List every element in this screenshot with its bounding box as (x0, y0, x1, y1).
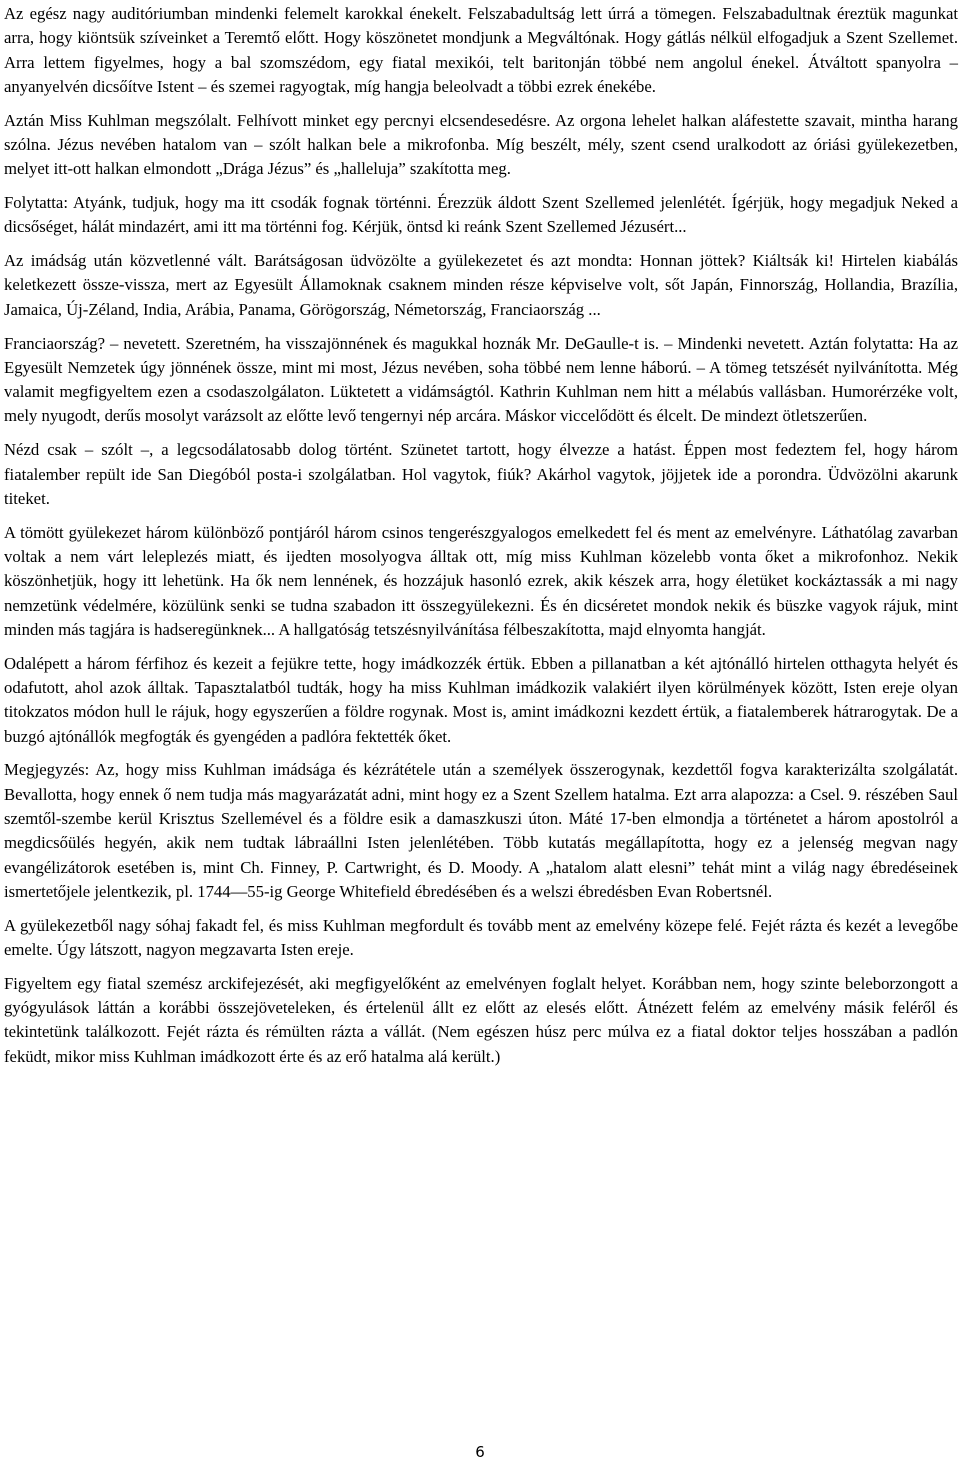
paragraph-3: Folytatta: Atyánk, tudjuk, hogy ma itt csodák fognak történni. Érezzük áldott Szent Szellemed jelenlétét. Ígérjük, hogy megadjuk Neked a dicsőséget, hálát mindazért, ami itt ma történni fog. Kérjük, öntsd ki reánk Szent Szellemed Jézusért... (4, 193, 958, 237)
paragraph-2: Aztán Miss Kuhlman megszólalt. Felhívott minket egy percnyi elcsendesedésre. Az orgona lehelet halkan aláfestette szavait, mintha harang szólna. Jézus nevében hatalom van – szólt halkan bele a mikrofonba. Míg beszélt, mély, szent csend uralkodott az óriási gyülekezetben, melyet itt-ott halkan elmondott „Drága Jézus” és „halleluja” szakította meg. (4, 110, 958, 179)
paragraph-10: A gyülekezetből nagy sóhaj fakadt fel, és miss Kuhlman megfordult és tovább ment az emelvény közepe felé. Fejét rázta és kezét a levegőbe emelte. Úgy látszott, nagyon megzavarta Isten ereje. (4, 915, 958, 959)
paragraph-4: Az imádság után közvetlenné vált. Barátságosan üdvözölte a gyülekezetet és azt mondta: Honnan jöttek? Kiáltsák ki! Hirtelen kiabálás keletkezett össze-vissza, mert az Egyesült Államoknak csaknem minden része képviselve volt, sőt Japán, Finnország, Hollandia, Brazília, Jamaica, Új-Zéland, India, Arábia, Panama, Görögország, Németország, Franciaország ... (4, 251, 958, 319)
paragraph-8: Odalépett a három férfihoz és kezeit a fejükre tette, hogy imádkozzék értük. Ebben a pillanatban a két ajtónálló hirtelen otthagyta helyét és odafutott, ahol azok álltak. Tapasztalatból tudták, hogy ha miss Kuhlman imádkozik valakiért ilyen körülmények között, Isten ereje olyan titokzatos módon hull le rájuk, hogy egyszerűen a földre rogynak. Most is, amint imádkozni kezdett értük, a fiatalemberek hátrarogytak. De a buzgó ajtónállók megfogták és gyengéden a padlóra fektették őket. (4, 653, 958, 746)
page-number: 6 (475, 1443, 485, 1461)
paragraph-1: Az egész nagy auditóriumban mindenki felemelt karokkal énekelt. Felszabadultság lett úrrá a tömegen. Felszabadultnak éreztük magunkat arra, hogy kiöntsük szíveinket a Teremtő előtt. Hogy köszönetet mondjunk a Megváltónak. Hogy gátlás nélkül elfogadjuk a Szent Szellemet. Arra lettem figyelmes, hogy a bal szomszédom, egy fiatal mexikói, telt baritonján többé nem angolul énekel. Átváltott spanyolra – anyanyelvén dicsőítve Istent – és szemei ragyogtak, míg hangja beleolvadt a többi ezrek énekébe. (4, 4, 958, 96)
paragraph-6: Nézd csak – szólt –, a legcsodálatosabb dolog történt. Szünetet tartott, hogy élvezze a hatást. Éppen most fedeztem fel, hogy három fiatalember repült ide San Diegóból posta-i szolgálatban. Hol vagytok, fiúk? Akárhol vagytok, jöjjetek ide a porondra. Üdvözölni akarunk titeket. (4, 440, 958, 508)
paragraph-7: A tömött gyülekezet három különböző pontjáról három csinos tengerészgyalogos emelkedett fel és ment az emelvényre. Láthatólag zavarban voltak a nem várt leleplezés miatt, és ijedten mosolyogva álltak ott, míg miss Kuhlman közelebb vonta őket a mikrofonhoz. Nekik köszönhetjük, hogy itt lehetünk. Ha ők nem lennének, és hozzájuk hasonló ezrek, akik készek arra, hogy életüket kockáztassák a mi nagy nemzetünk védelmére, közülünk senki se tudna szabadon itt összegyülekezni. És én dicséretet mondok nekik és büszke vagyok rájuk, mint minden más tagjára is hadseregünknek... A hallgatóság tetszésnyilvánítása félbeszakította, majd elnyomta hangját. (4, 522, 958, 639)
paragraph-11: Figyeltem egy fiatal szemész arckifejezését, aki megfigyelőként az emelvényen foglalt helyet. Korábban nem, hogy szinte beleborzongott a gyógyulások láttán a korábbi összejöveteleken, és értelenül állt ez előtt az elesés előtt. Átnézett felém az emelvény másik feléről és tekintetünk találkozott. Fejét rázta és rémülten rázta a vállát. (Nem egészen húsz perc múlva ez a fiatal doktor teljes hosszában a padlón feküdt, mikor miss Kuhlman imádkozott érte és az erő hatalma alá került.) (4, 973, 958, 1066)
paragraph-9: Megjegyzés: Az, hogy miss Kuhlman imádsága és kézrátétele után a személyek összerogynak, kezdettől fogva karakterizálta szolgálatát. Bevallotta, hogy ennek ő nem tudja más magyarázatát adni, mint hogy ez a Szent Szellem hatalma. Ezt arra alapozza: a Csel. 9. részében Saul szemtől-szembe kerül Krisztus Szellemével és a földre esik a damaszkuszi úton. Máté 17-ben elmondja a történetet a három apostolról a megdicsőülés hegyén, akik nem tudtak lábraállni Isten jelenlétében. Több kutatás megállapította, hogy ez a jelenség megvan nagy evangélizátorok esetében is, mint Ch. Finney, P. Cartwright, és D. Moody. A „hatalom alatt elesni” tehát mint a világ nagy ébredéseinek ismertetőjele jelentkezik, pl. 1744—55-ig George Whitefield ébredésében és a welszi ébredésben Evan Robertsnél. (4, 760, 958, 901)
document-page (4, 2, 958, 1078)
paragraph-5: Franciaország? – nevetett. Szeretném, ha visszajönnének és magukkal hoznák Mr. DeGaulle-t is. – Mindenki nevetett. Aztán folytatta: Ha az Egyesült Nemzetek úgy jönnének össze, mint mi most, Jézus nevében, soha többé nem lenne háború. – A tömeg tetszését nyilvánította. Még valamit megfigyeltem ezen a csodaszolgálaton. Lüktetett a vidámságtól. Kathrin Kuhlman nem hitt a mélabús vallásban. Humorérzéke volt, mely nyugodt, derűs mosolyt varázsolt az előtte levő tengernyi nép arcára. Máskor viccelődött és élcelt. De mindezt ötletszerűen. (4, 333, 958, 426)
